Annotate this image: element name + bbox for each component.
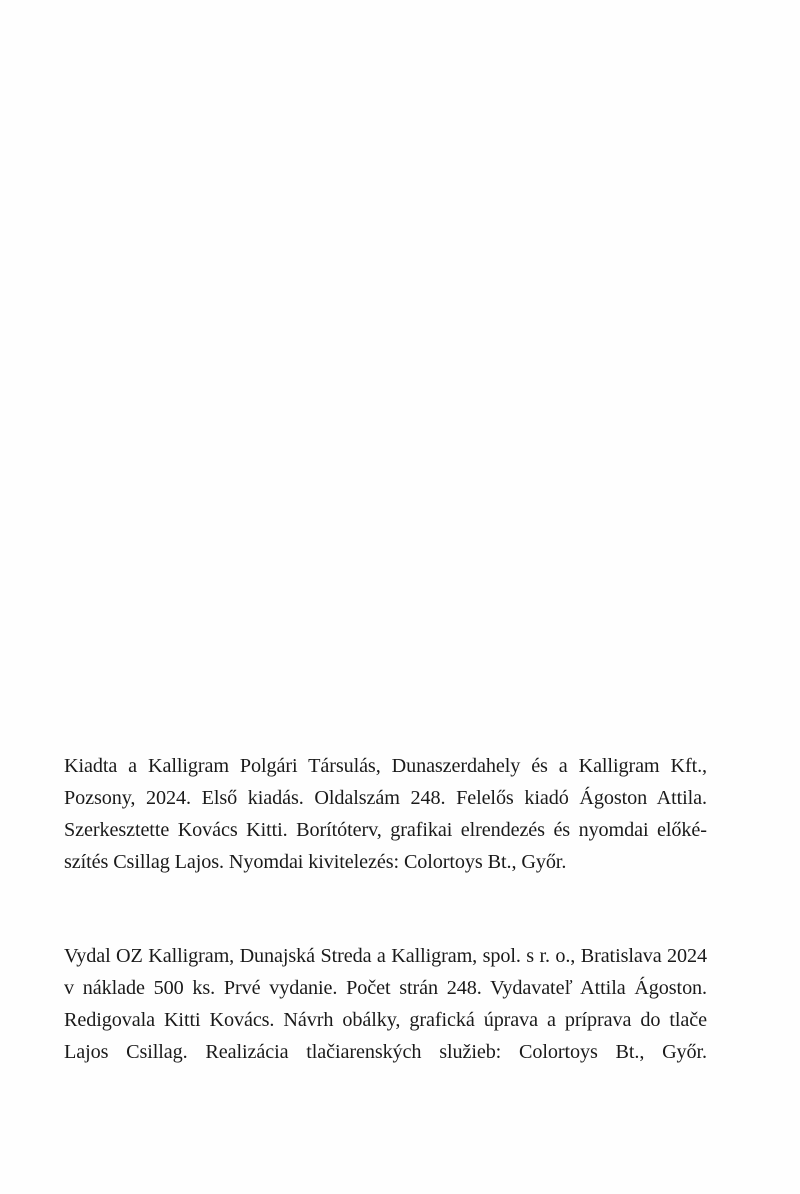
imprint-slovak: Vydal OZ Kalligram, Dunajská Streda a Kalligram, spol. s r. o., Bratislava 2024 v náklade 500 ks. Prvé vydanie. Počet strán 248. Vydavateľ Attila Ágoston. Redigovala Kitti Kovács. Návrh obálky, grafická úprava a príprava do tlače Lajos Csillag. Realizácia tlačiarenských služieb: Colortoys Bt., Győr. [64, 945, 707, 1063]
imprint-hungarian: Kiadta a Kalligram Polgári Társulás, Dunaszerdahely és a Kalligram Kft., Pozsony, 2024. Első kiadás. Oldalszám 248. Felelős kiadó Ágoston Attila. Szerkesztette Kovács Kitti. Borítóterv, grafikai elrendezés és nyomdai előkészítés Csillag Lajos. Nyomdai kivitelezés: Colortoys Bt., Győr. [64, 755, 707, 873]
